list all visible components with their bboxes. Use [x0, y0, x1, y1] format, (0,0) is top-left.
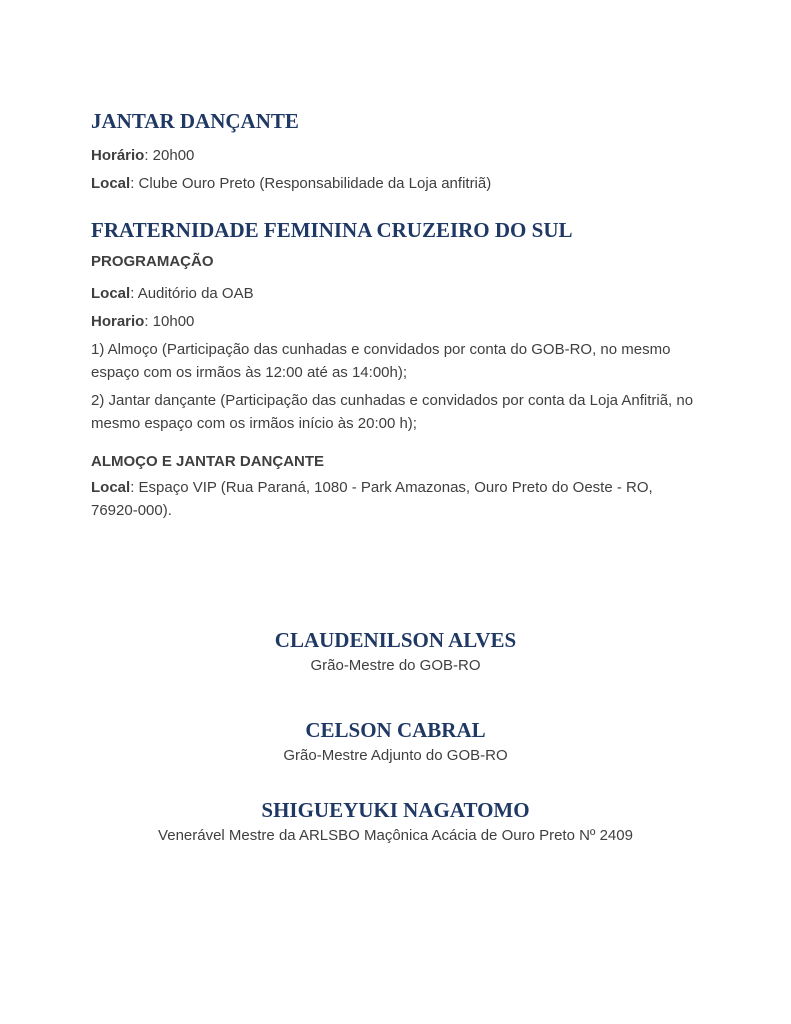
field-label-horario: Horario: [91, 313, 145, 330]
signature-role: Grão-Mestre do GOB-RO: [310, 657, 481, 674]
field-value-horario: : 10h00: [144, 313, 195, 330]
section-title-jantar-dancante: JANTAR DANÇANTE: [91, 109, 299, 133]
subsection-title-programacao: PROGRAMAÇÃO: [91, 253, 214, 270]
field-label-local: Local: [91, 175, 131, 192]
field-horario-jantar: [91, 144, 700, 167]
field-label-local: Local: [91, 479, 131, 496]
field-label-horario: Horário: [91, 147, 145, 164]
field-horario-fraternidade: [91, 310, 700, 333]
field-value-horario: : 20h00: [144, 147, 195, 164]
field-value-local: : Espaço VIP (Rua Paraná, 1080 - Park Amazonas, Ouro Preto do Oeste - RO, 76920-000).: [91, 479, 653, 519]
program-item-1: 1) Almoço (Participação das cunhadas e convidados por conta do GOB-RO, no mesmo espaço com os irmãos às 12:00 até as 14:00h);: [91, 341, 671, 381]
program-item-2: 2) Jantar dançante (Participação das cunhadas e convidados por conta da Loja Anfitriã, no mesmo espaço com os irmãos início às 20:00 h);: [91, 392, 694, 432]
signature-name: CLAUDENILSON ALVES: [274, 628, 517, 652]
signature-block: [91, 629, 700, 677]
field-local-fraternidade: [91, 282, 700, 305]
signature-block: [91, 799, 700, 847]
signature-role: Venerável Mestre da ARLSBO Maçônica Acácia de Ouro Preto Nº 2409: [158, 827, 633, 844]
field-value-local: : Auditório da OAB: [130, 285, 254, 302]
field-value-local: : Clube Ouro Preto (Responsabilidade da Loja anfitriã): [130, 175, 492, 192]
signature-name: CELSON CABRAL: [305, 718, 486, 742]
field-local-almoco-jantar: [91, 476, 700, 522]
field-local-jantar: [91, 172, 700, 195]
signature-block: [91, 719, 700, 767]
subsection-title-almoco-jantar: ALMOÇO E JANTAR DANÇANTE: [91, 453, 325, 470]
section-title-fraternidade: FRATERNIDADE FEMININA CRUZEIRO DO SUL: [91, 218, 573, 242]
signature-role: Grão-Mestre Adjunto do GOB-RO: [283, 747, 508, 764]
field-label-local: Local: [91, 285, 131, 302]
signature-name: SHIGUEYUKI NAGATOMO: [261, 798, 530, 822]
